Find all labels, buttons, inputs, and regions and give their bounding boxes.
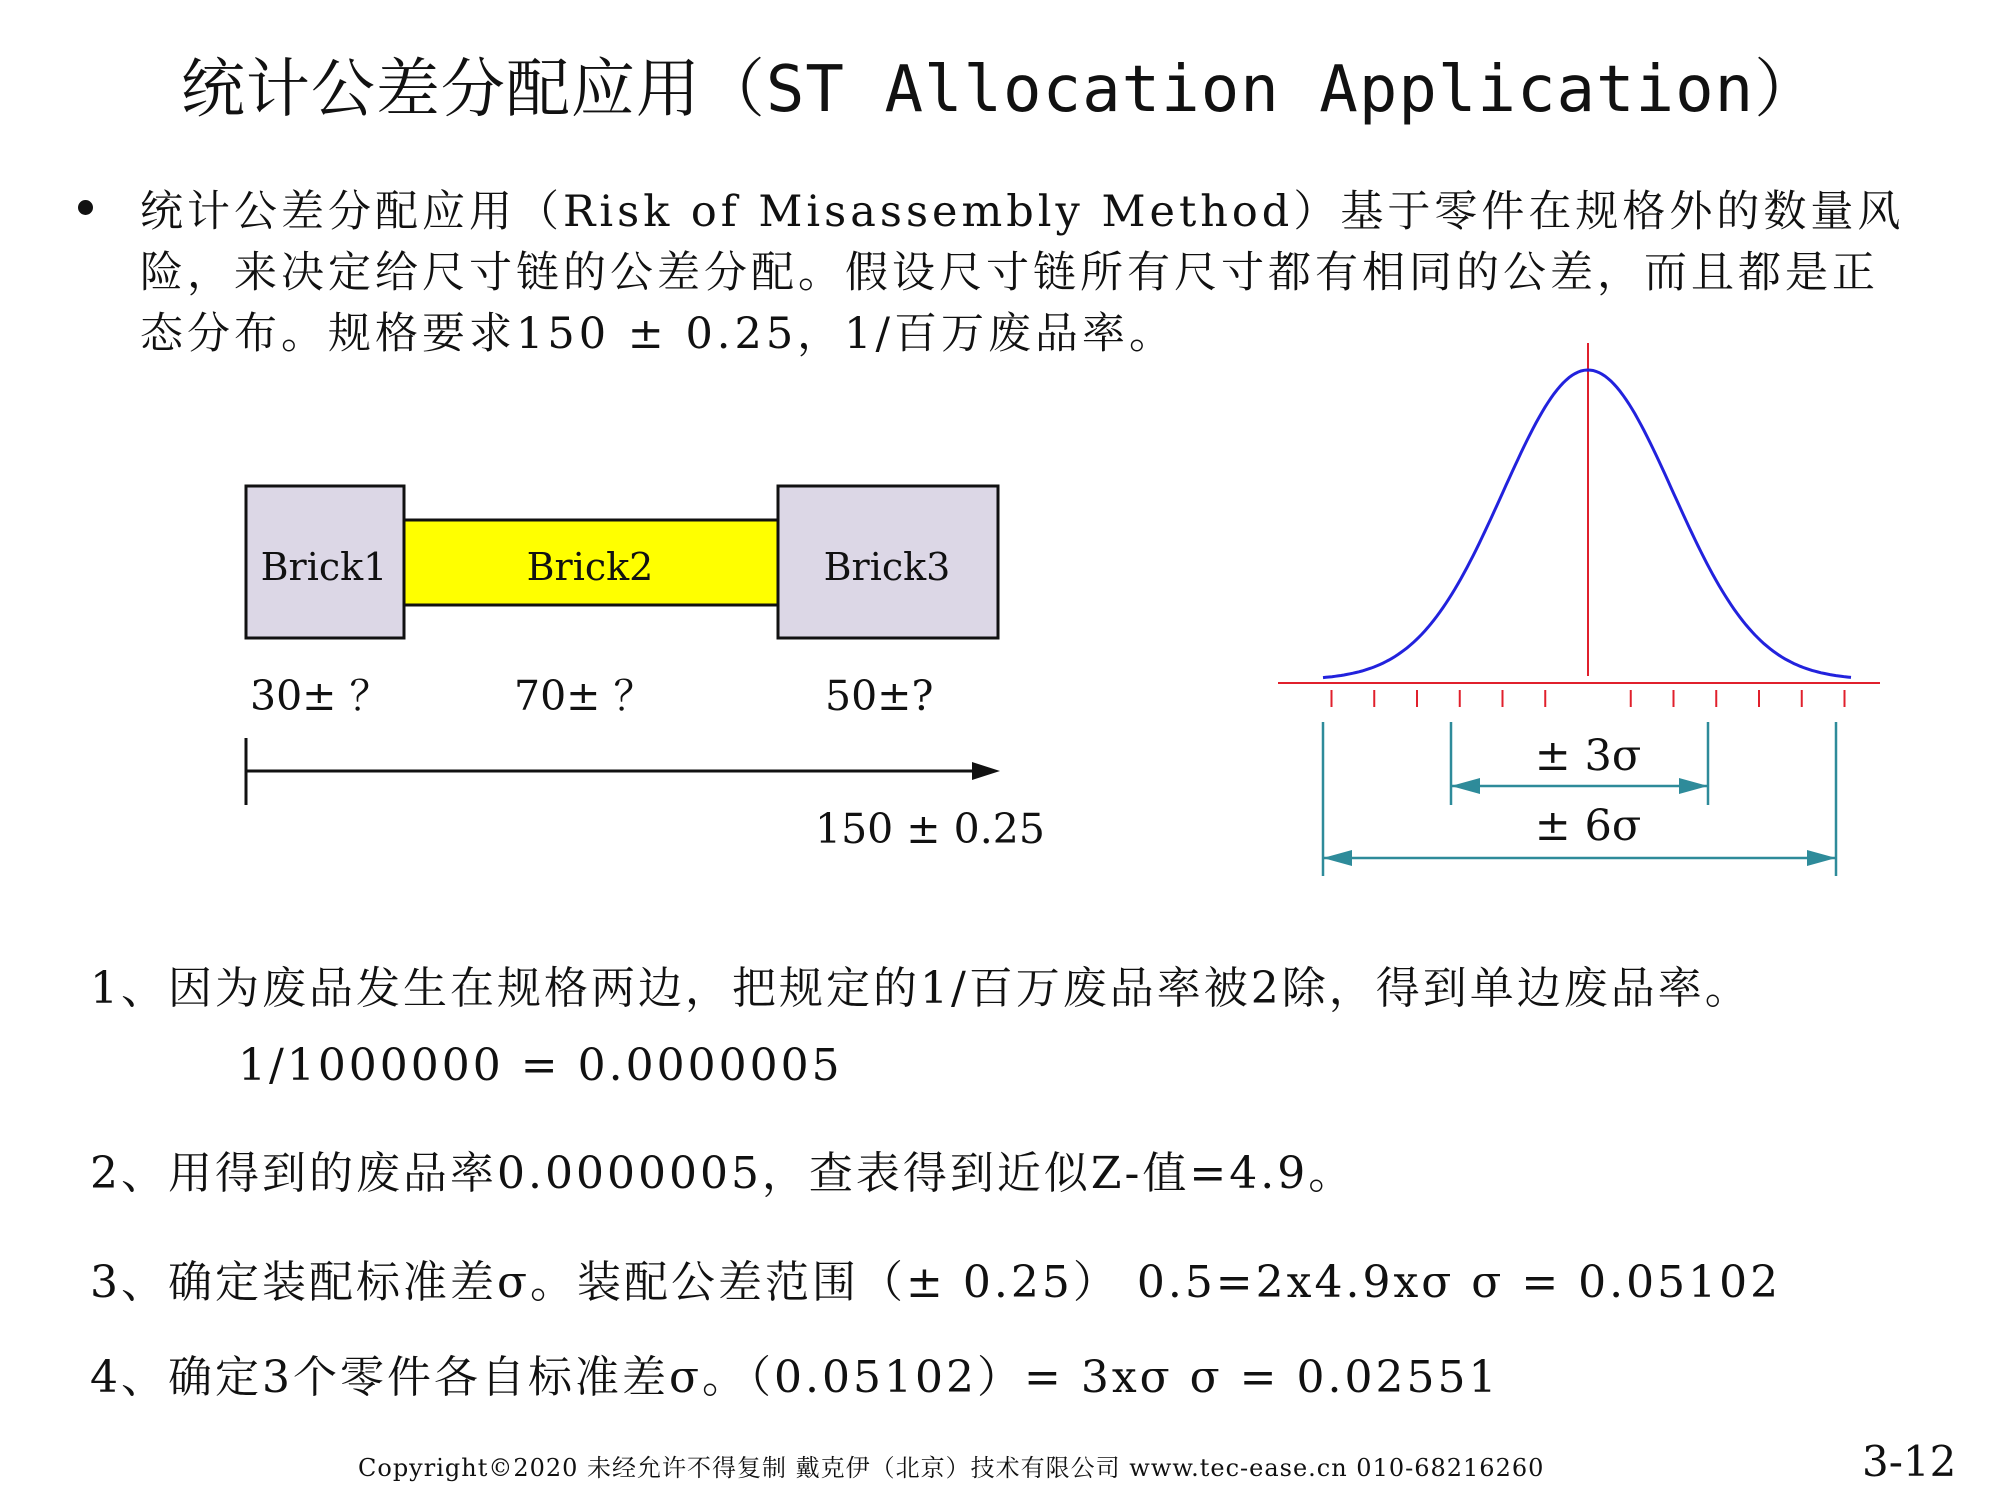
brick1-dimension: 30± ？ [250,672,391,720]
distribution-ticks [1332,690,1845,707]
sigma3-arrow-left [1451,778,1480,794]
brick2-dimension: 70± ？ [514,672,655,720]
sigma6-label: ± 6σ [1534,801,1642,851]
brick-assembly [246,486,1045,853]
copyright-footer: Copyright©2020 未经允许不得复制 戴克伊（北京）技术有限公司 www.tec-ease.cn 010-68216260 [358,1454,1545,1482]
page-number: 3-12 [1862,1437,1957,1486]
step-1-formula: 1/1000000 = 0.0000005 [238,1040,843,1091]
brick3-label: Brick3 [823,545,951,589]
step-4: 4、确定3个零件各自标准差σ。（0.05102）= 3xσ σ = 0.02551 [90,1352,1500,1403]
brick2-label: Brick2 [526,545,654,589]
step-3: 3、确定装配标准差σ。装配公差范围（± 0.25） 0.5=2x4.9xσ σ = 0.05102 [90,1257,1782,1308]
sigma3-arrow-right [1679,778,1708,794]
brick3-dimension: 50±? [825,672,934,720]
sigma3-label: ± 3σ [1534,731,1642,781]
total-dimension-label: 150 ± 0.25 [815,805,1045,853]
sigma6-arrow-right [1807,850,1836,866]
brick1-label: Brick1 [260,545,388,589]
total-dimension-arrowhead [972,762,1000,780]
step-1: 1、因为废品发生在规格两边，把规定的1/百万废品率被2除，得到单边废品率。 [90,963,1752,1014]
slide-title: 统计公差分配应用（ST Allocation Application） [180,53,1820,127]
sigma6-arrow-left [1323,850,1352,866]
step-2: 2、用得到的废品率0.0000005，查表得到近似Z-值=4.9。 [90,1148,1356,1199]
normal-distribution [1278,343,1880,876]
bullet-paragraph: 统计公差分配应用（Risk of Misassembly Method）基于零件在规格外的数量风险，来决定给尺寸链的公差分配。假设尺寸链所有尺寸都有相同的公差，而且都是正态分布。规格要求150 ± 0.25，1/百万废品率。 [140,187,1905,359]
